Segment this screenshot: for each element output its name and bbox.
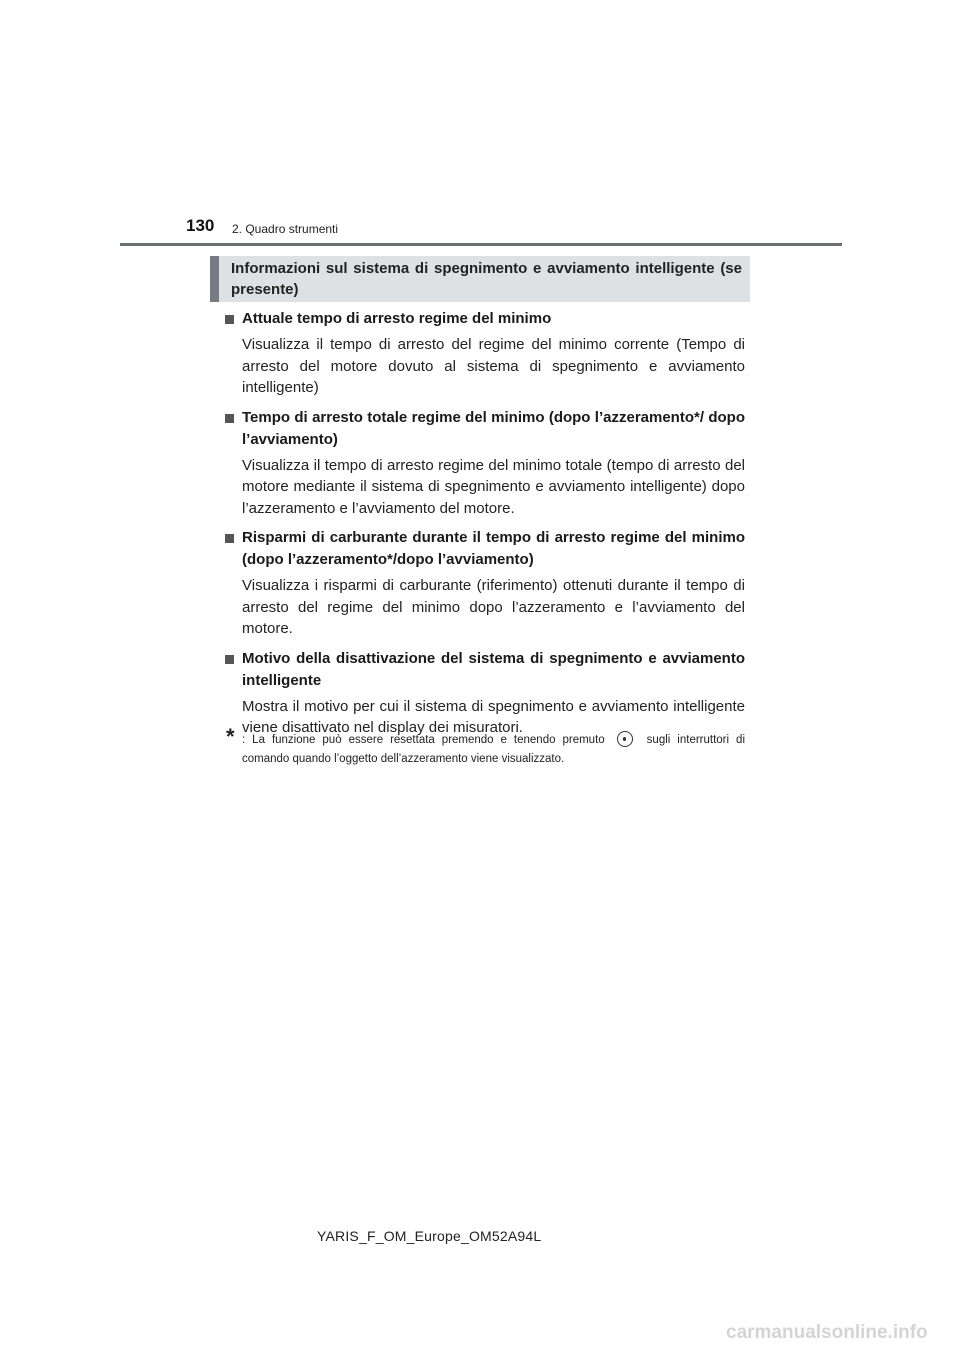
list-item <box>222 648 745 739</box>
header-rule <box>120 243 842 246</box>
footnote-text-before: : La funzione può essere resettata premendo e tenendo premuto <box>242 734 605 746</box>
list-item <box>222 308 745 399</box>
item-heading-text: Risparmi di carburante durante il tempo di arresto regime del minimo (dopo l’azzeramento*/dopo l’avviamento) <box>242 529 745 568</box>
item-heading <box>222 308 745 330</box>
item-body: Mostra il motivo per cui il sistema di spegnimento e avviamento intelligente viene disattivato nel display dei misuratori. <box>242 697 745 736</box>
item-list <box>222 308 745 747</box>
item-heading <box>222 527 745 571</box>
footnote-marker: * <box>226 724 235 749</box>
watermark: carmanualsonline.info <box>726 1322 928 1343</box>
square-bullet-icon <box>225 414 234 423</box>
footnote-text-after: sugli interruttori di comando quando l’oggetto dell’azzeramento viene visualizzato. <box>242 734 745 765</box>
item-heading-text: Motivo della disattivazione del sistema di spegnimento e avviamento intelligente <box>242 649 745 689</box>
square-bullet-icon <box>225 534 234 543</box>
list-item <box>222 527 745 640</box>
item-heading-text: Attuale tempo di arresto regime del minimo <box>242 310 552 327</box>
chapter-title: 2. Quadro strumenti <box>232 222 339 236</box>
circle-dot-button-icon <box>617 731 633 747</box>
item-heading <box>222 648 745 692</box>
item-body: Visualizza il tempo di arresto regime del minimo totale (tempo di arresto del motore mediante il sistema di spegnimento e avviamento intelligente) dopo l’azzeramento e l’avviamento del motore. <box>242 456 745 517</box>
page-number: 130 <box>186 216 215 235</box>
footnote <box>226 724 745 769</box>
item-body: Visualizza il tempo di arresto del regime del minimo corrente (Tempo di arresto del motore dovuto al sistema di spegnimento e avviamento intelligente) <box>242 336 745 396</box>
section-title: Informazioni sul sistema di spegnimento e avviamento intelligente (se presente) <box>231 260 742 298</box>
list-item <box>222 407 745 520</box>
item-heading-text: Tempo di arresto totale regime del minimo (dopo l’azzeramento*/ dopo l’avviamento) <box>242 408 745 448</box>
square-bullet-icon <box>225 315 234 324</box>
section-header-box <box>210 256 750 302</box>
square-bullet-icon <box>225 655 234 664</box>
item-heading <box>222 407 745 451</box>
document-id: YARIS_F_OM_Europe_OM52A94L <box>317 1228 542 1244</box>
footnote-text <box>226 731 745 769</box>
item-body: Visualizza i risparmi di carburante (riferimento) ottenuti durante il tempo di arresto del regime del minimo dopo l’azzeramento e l’avviamento del motore. <box>242 577 745 637</box>
